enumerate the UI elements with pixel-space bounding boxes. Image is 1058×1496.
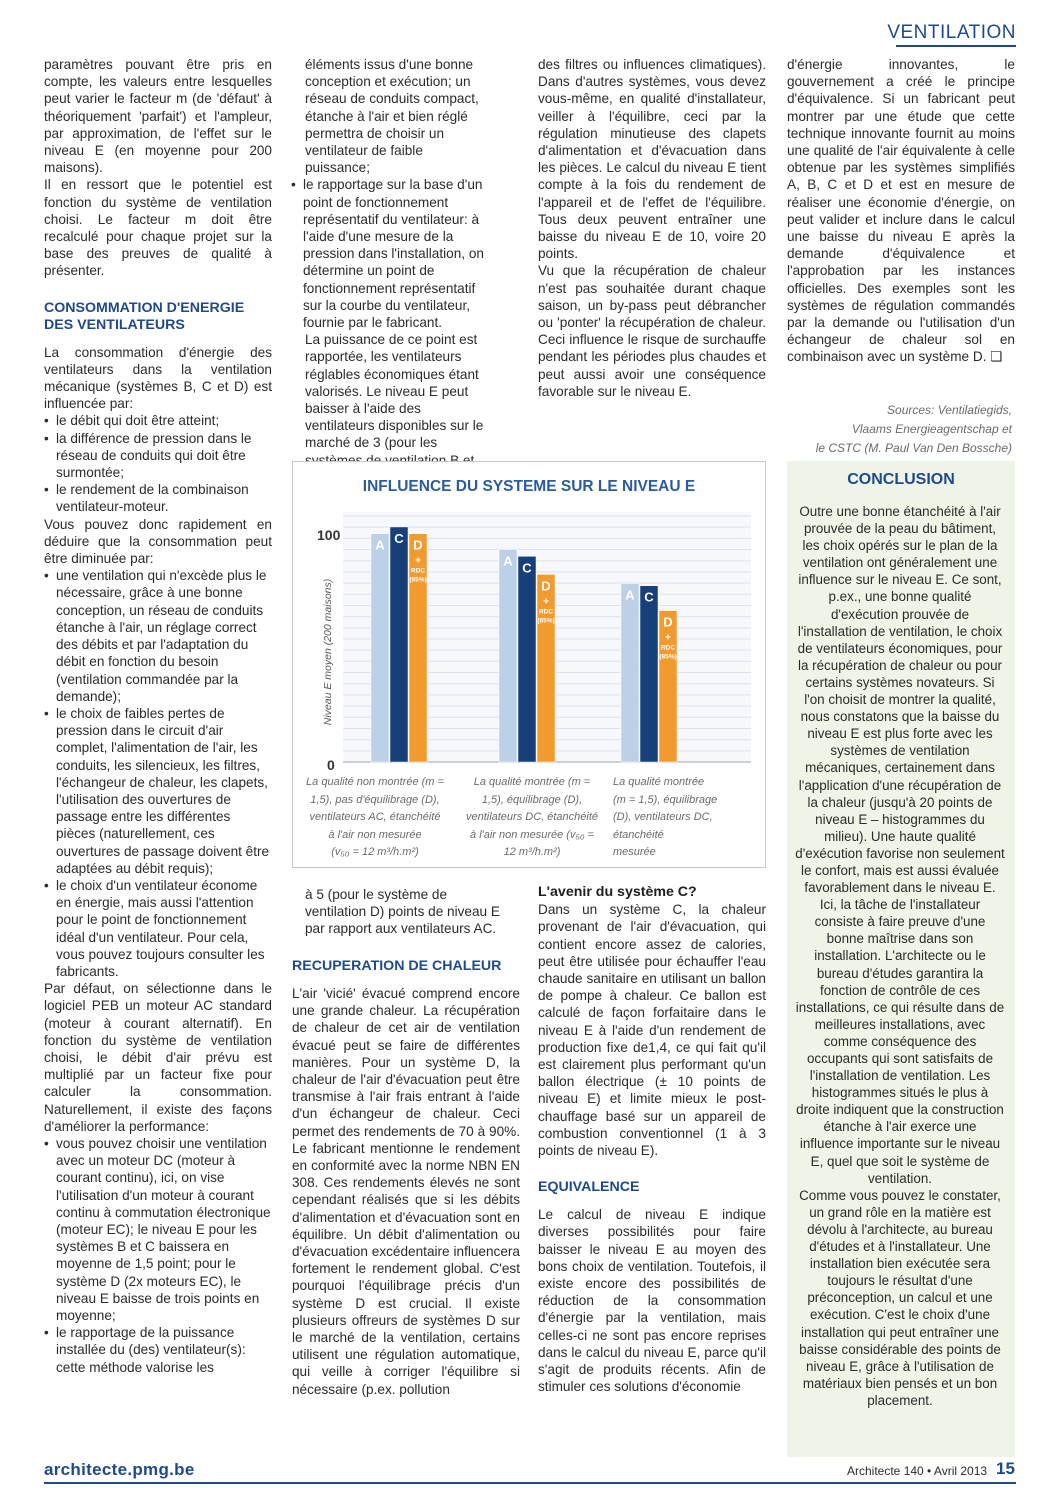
column-3-top [538, 56, 766, 400]
bar [390, 527, 408, 762]
col2-p3: à 5 (pour le système de ventilation D) points de niveau E par rapport aux ventilateurs AC. [305, 887, 500, 937]
col1-p3: Par défaut, on sélectionne dans le logiciel PEB un moteur AC standard (moteur à courant alternatif). En fonction du système de ventilation choisi, le débit d'air prévu est multiplié par un facteur fixe pour calculer la consommation. Naturellement, il existe des façons d'améliorer la performance: [44, 981, 272, 1134]
list-item: • une ventilation qui n'excède plus le nécessaire, grâce à une bonne conception, un réseau de conduits étanche à l'air, un réglage correct des débits et par l'adaptation du débit en fonction du besoin (ventilation commandée par la demande); [44, 567, 272, 705]
heading-equivalence: EQUIVALENCE [538, 1179, 640, 1196]
col1-intro: paramètres pouvant être pris en compte, les valeurs entre lesquelles peut varier le facteur m (de 'défaut' à théoriquement 'parfait') et l'ampleur, par approximation, de l'effet sur le niveau E (en moyenne pour 200 maisons). [44, 57, 272, 176]
sources-line: le CSTC (M. Paul Van Den Bossche) [815, 441, 1012, 455]
y-tick-label: 100 [317, 527, 341, 543]
chart-caption-2 [457, 774, 607, 862]
bar-sublabel: RDC [538, 608, 554, 616]
caption-line: à l'air non mesurée [328, 828, 422, 841]
bar-sublabel: (85%) [409, 576, 427, 584]
caption-line: ventilateurs DC, étanchéité [465, 811, 599, 823]
bar-label: A [625, 587, 635, 603]
footer-issue: Architecte 140 • Avril 2013 [847, 1464, 988, 1478]
caption-line: La qualité montrée (m = [473, 776, 591, 788]
col2-list [291, 176, 485, 331]
col1-intro2: Il en ressort que le potentiel est fonction du système de ventilation choisi. Le facteur m doit être recalculé pour chaque projet sur la base des preuves de qualité à présenter. [44, 177, 272, 279]
column-2-bottom [305, 886, 505, 938]
column-2-top [305, 56, 485, 486]
bar [499, 550, 517, 762]
bar-label: C [522, 560, 532, 576]
bar [518, 556, 536, 762]
caption-line: (v₅₀ = 12 m³/h.m²) [331, 846, 419, 858]
col1-list1 [44, 412, 272, 515]
bar-label: C [644, 589, 654, 605]
caption-line: La qualité montrée [613, 776, 705, 788]
col1-p2: Vous pouvez donc rapidement en déduire que la consommation peut être diminuée par: [44, 516, 272, 567]
sources-line: Vlaams Energieagentschap et [851, 422, 1012, 436]
bar-label: A [503, 553, 513, 569]
list-item: • vous pouvez choisir une ventilation avec un moteur DC (moteur à courant continu), ici, on vise l'utilisation d'un moteur à courant continu à commutation électronique (moteur EC); le niveau E pour les systèmes B et C baissera en moyenne de 1,5 point; pour le système D (2x moteurs EC), le niveau E baisse de trois points en moyenne; [44, 1135, 272, 1324]
caption-line: La qualité non montrée (m = [306, 776, 444, 788]
col1-list3 [44, 1135, 272, 1376]
chart-box [292, 461, 766, 868]
chart-caption-1 [297, 774, 453, 862]
list-item: • la différence de pression dans le réseau de conduits qui doit être surmontée; [44, 430, 272, 482]
list-item: • le débit qui doit être atteint; [44, 412, 272, 429]
end-mark-icon: ❑ [990, 349, 1003, 365]
col1-list2 [44, 567, 272, 980]
list-item: • le choix de faibles pertes de pression dans le circuit d'air complet, l'alimentation de l'air, les conduits, les silencieux, les filtres, l'échangeur de chaleur, les clapets, l'utilisation des ouvertures de passage entre les différentes pièces (naturellement, ces ouvertures de passage doivent être adaptées au débit requis); [44, 705, 272, 877]
bar-sublabel: RDC [410, 567, 426, 575]
bar-label: D [541, 578, 551, 594]
column-1 [44, 56, 272, 1376]
footer-rule [44, 1482, 1016, 1484]
bar-sublabel: (85%) [659, 653, 677, 661]
caption-line: 12 m³/h.m²) [503, 846, 561, 858]
subhead-avenir: L'avenir du système C? [538, 884, 697, 900]
col2-p2: La puissance de ce point est rapportée, les ventilateurs réglables économiques étant valorisés. Le niveau E peut baisser à l'aide des ventilateurs disponibles sur le marché de 3 (pour les [305, 332, 484, 451]
conclusion-p1: Outre une bonne étanchéité à l'air prouvée de la peau du bâtiment, les choix opérés sur le plan de la ventilation ont généralement une influence sur le niveau E. Ce sont, p.ex., une bonne qualité d'exécution prouvée de l'installation de ventilation, le choix de ventilateurs économiques, pour la récupération de chaleur ou pour certains systèmes novateurs. Si l'on choisit de montrer la qualité, nous constatons que la baisse du niveau E est plus forte avec les systèmes de ventilation mécaniques, certainement dans l'application d'une récupération de la chaleur (jusqu'à 20 points de niveau E – histogrammes du milieu). Une haute qualité d'exécution favorise non seulement le confort, mais est aussi évaluée favorablement dans le niveau E. Ici, la tâche de l'installateur consiste à faire preuve d'une bonne maîtrise dans son installation. L'architecte ou le bureau d'études garantira la fonction de contrôle de ces installations, ce qui résulte dans de meilleures installations, avec comme conséquence des occupants qui sont satisfaits de l'installation de ventilation. Les histogrammes situés le plus à droite indiquent que la construction étanche à l'air exerce une influence importante sur le niveau E, quel que soit le système de ventilation. [795, 504, 1005, 1186]
caption-line: mesurée [613, 846, 656, 858]
list-item: • le rendement de la combinaison ventilateur-moteur. [44, 481, 272, 515]
caption-line: (D), ventilateurs DC, [613, 811, 713, 823]
bar-label: D [663, 614, 673, 630]
conclusion-box [787, 461, 1015, 1457]
bar-sublabel: (85%) [537, 617, 555, 625]
section-rule [896, 45, 1016, 47]
col3-p1: des filtres ou influences climatiques). Dans d'autres systèmes, vous devez vous-même, en qualité d'installateur, veiller à l'équilibre, ceci par la régulation minutieuse des clapets d'alimentation et d'évacuation dans les pièces. Le calcul du niveau E tient compte à la fois du rendement de l'appareil et de l'effet de l'équilibre. Tous deux peuvent entraîner une baisse du niveau E de 10, voire 20 points. [538, 57, 766, 262]
footer-site-link[interactable]: architecte.pmg.be [44, 1460, 195, 1479]
column-2b [292, 946, 520, 1398]
sources-line: Sources: Ventilatiegids, [887, 403, 1012, 417]
y-axis-label: Niveau E moyen (200 maisons) [322, 578, 334, 726]
col2b-p1: L'air 'vicié' évacué comprend encore une grande chaleur. La récupération de chaleur de cet air de ventilation évacué peut se faire de différentes manières. Pour un système D, la chaleur de l'air d'évacuation peut être transmise à l'air frais entrant à l'aide d'un échangeur de chaleur. Ceci permet des rendements de 70 à 90%. Le fabricant mentionne le rendement en conformité avec la norme NBN EN 308. Ces rendements élevés ne sont cependant réalisés que si les débits d'alimentation et d'évacuation sont en équilibre. Un débit d'alimentation ou d'évacuation excédentaire influencera fortement le rendement global. C'est pourquoi l'équilibrage précis d'un système D est crucial. Il existe plusieurs offreurs de systèmes D sur le marché de la ventilation, certains utilisent une régulation automatique, qui veille à corriger l'équilibre si nécessaire (p.ex. pollution [292, 986, 520, 1397]
caption-line: ventilateurs AC, étanchéité [309, 811, 441, 823]
caption-line: 1,5), pas d'équilibrage (D), [310, 793, 440, 806]
caption-line: à l'air non mesurée (v₅₀ = [470, 828, 594, 841]
bar [640, 586, 658, 762]
bar-sublabel: RDC [660, 644, 676, 652]
bar-sublabel: + [665, 632, 671, 644]
heading-consommation: CONSOMMATION D'ENERGIE DES VENTILATEURS [44, 299, 245, 333]
col1-p1: La consommation d'énergie des ventilateurs dans la ventilation mécanique (systèmes B, C et D) est influencée par: [44, 344, 272, 412]
column-3-bottom [538, 884, 766, 1395]
bar-sublabel: + [543, 596, 549, 608]
col3b-p1: Dans un système C, la chaleur provenant de l'air d'évacuation, qui contient encore assez de calories, peut être utilisée pour échauffer l'eau chaude sanitaire en utilisant un ballon de pompe à chaleur. Ce ballon est calculé de façon forfaitaire dans le niveau E à l'aide d'un rendement de production fixe de1,4, ce qui fait qu'il est clairement plus performant qu'un ballon électrique (± 10 points de niveau E) et limite mieux le post-chauffage basé sur un appareil de combustion conventionnel (1 à 3 points de niveau E). [538, 902, 766, 1159]
conclusion-title: CONCLUSION [847, 471, 955, 488]
heading-recuperation: RECUPERATION DE CHALEUR [292, 958, 502, 974]
list-item: • le rapportage sur la base d'un point de fonctionnement représentatif du ventilateur: à l'aide d'une mesure de la pression dans l'installation, on détermine un point de fonctionnement représentatif sur la courbe du ventilateur, fournie par le fabricant. [291, 176, 485, 331]
bar-sublabel: + [415, 555, 421, 567]
caption-line: 1,5), équilibrage (D), [481, 793, 583, 806]
list-item: • le choix d'un ventilateur économe en énergie, mais aussi l'attention pour le point de fonctionnement idéal d'un ventilateur. Pour cela, vous pouvez toujours consulter les fabricants. [44, 877, 272, 980]
y-tick-label: 0 [327, 757, 335, 773]
bar [621, 583, 639, 762]
caption-line: étanchéité [613, 828, 664, 841]
bar-label: C [394, 530, 404, 546]
sources [787, 401, 1012, 458]
section-label: VENTILATION [887, 22, 1016, 43]
chart-title: INFLUENCE DU SYSTEME SUR LE NIVEAU E [362, 478, 696, 495]
bar-label: A [375, 537, 385, 553]
footer-page-number: 15 [996, 1459, 1015, 1478]
conclusion-body [795, 503, 1005, 1409]
chart-caption-3 [613, 774, 753, 862]
list-item: • le rapportage de la puissance installée du (des) ventilateur(s): cette méthode valorise les [44, 1324, 272, 1376]
bar [371, 534, 389, 762]
column-4-top [787, 56, 1015, 366]
col4-p1 [787, 56, 1015, 366]
col4-p1-text: d'énergie innovantes, le gouvernement a créé le principe d'équivalence. Si un fabricant peut montrer par une étude que cette technique innovante fournit au moins une qualité de l'air équivalente à celle obtenue par les systèmes simplifiés A, B, C et D et est en mesure de réaliser une économie d'énergie, on peut valider et inclure dans le calcul une baisse du niveau E après la demande d'équivalence et l'approbation par les instances officielles. Des exemples sont les systèmes de régulation commandés par la demande ou l'utilisation d'un échangeur de chaleur sol en combinaison avec un système D. [787, 57, 1015, 365]
col3b-p2: Le calcul de niveau E indique diverses possibilités pour faire baisser le niveau E au moyen des bons choix de ventilation. Toutefois, il existe encore des possibilités de réduction de la consommation d'énergie par la ventilation, mais celles-ci ne sont pas encore reprises dans le calcul du niveau E, parce qu'il s'agit de produits récents. Afin de stimuler ces solutions d'économie [538, 1207, 766, 1395]
col2-p1: éléments issus d'une bonne conception et exécution; un réseau de conduits compact, étanche à l'air et bien réglé permettra de choisir un ventilateur de faible puissance; [305, 57, 479, 176]
caption-line: (m = 1,5), équilibrage [613, 793, 718, 806]
bar-label: D [413, 537, 423, 553]
col3-p2: Vu que la récupération de chaleur n'est pas souhaitée durant chaque saison, un by-pass peut débrancher ou 'ponter' la récupération de chaleur. Ceci influence le risque de surchauffe pendant les périodes plus chaudes et peut aussi avoir une conséquence favorable sur le niveau E. [538, 263, 766, 399]
conclusion-p2: Comme vous pouvez le constater, un grand rôle en la matière est dévolu à l'architecte, au bureau d'études et à l'installateur. Une installation bien exécutée sera toujours le résultat d'une préconception, un calcul et une exécution. C'est le choix d'une installation qui peut entraîner une baisse considérable des points de niveau E, grâce à l'utilisation de matériaux bien pensés et un bon placement. [799, 1187, 1001, 1408]
